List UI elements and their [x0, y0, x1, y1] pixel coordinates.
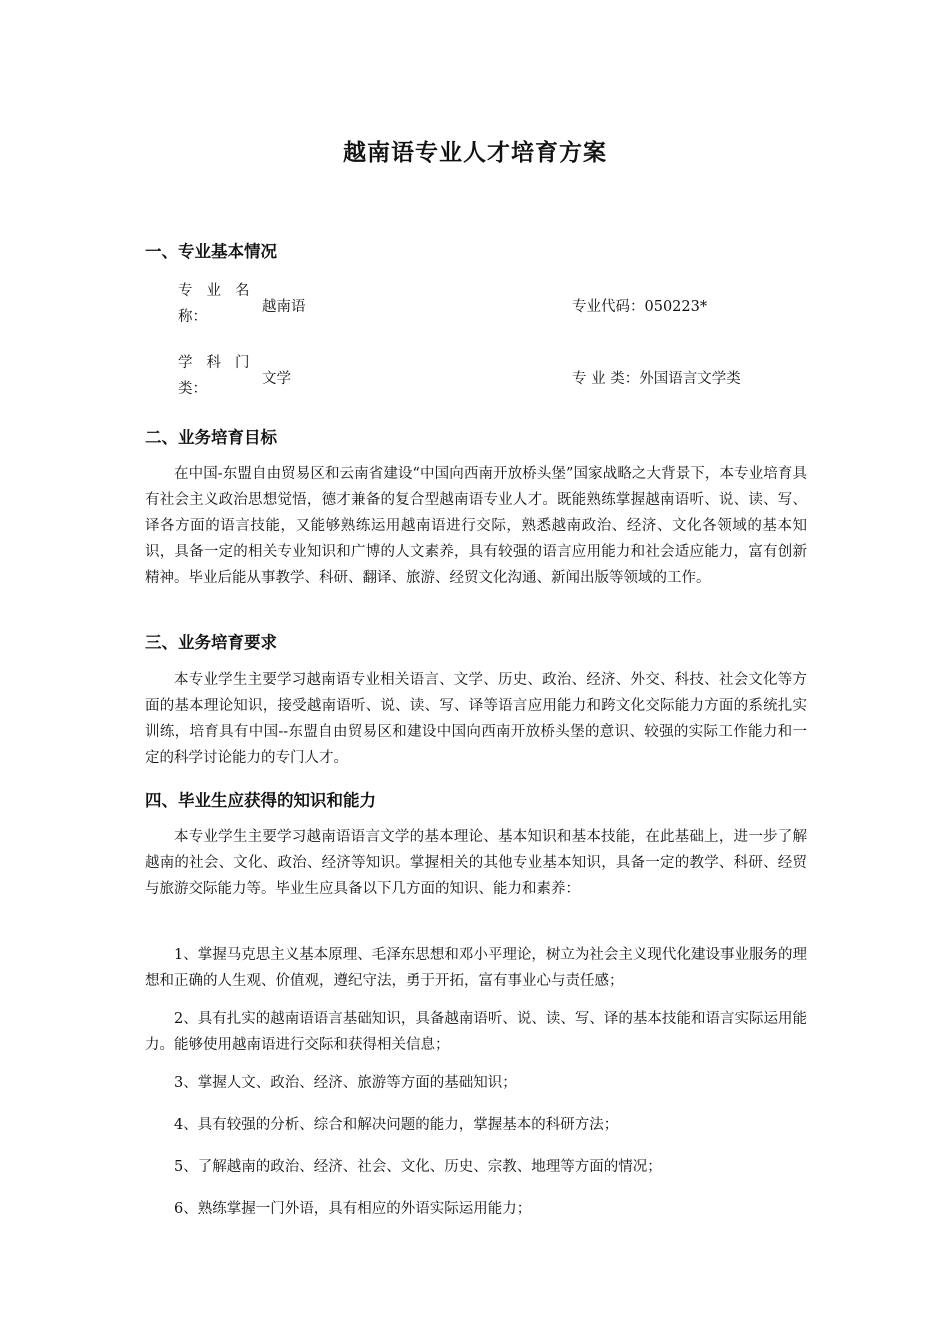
list-item: 6、熟练掌握一门外语，具有相应的外语实际运用能力；	[174, 1201, 532, 1217]
major-name-value: 越南语	[262, 299, 306, 315]
discipline-label-cont: 类：	[178, 381, 207, 397]
list-item: 4、具有较强的分析、综合和解决问题的能力，掌握基本的科研方法；	[174, 1117, 619, 1133]
goals-paragraph: 在中国-东盟自由贸易区和云南省建设“中国向西南开放桥头堡”国家战略之大背景下，本专业培育具有社会主义政治思想觉悟，德才兼备的复合型越南语专业人才。既能熟练掌握越南语听、说、读、写、译各方面的语言技能，又能够熟练运用越南语进行交际，熟悉越南政治、经济、文化各领域的基本知识，具备一定的相关专业知识和广博的人文素养，具有较强的语言应用能力和社会适应能力，富有创新精神。毕业后能从事教学、科研、翻译、旅游、经贸文化沟通、新闻出版等领域的工作。	[145, 466, 807, 586]
major-name-label-cont: 称：	[178, 309, 207, 325]
list-item: 5、了解越南的政治、经济、社会、文化、历史、宗教、地理等方面的情况；	[174, 1159, 662, 1175]
list-item: 1、掌握马克思主义基本原理、毛泽东思想和邓小平理论，树立为社会主义现代化建设事业服务的理想和正确的人生观、价值观，遵纪守法，勇于开拓，富有事业心与责任感；	[145, 947, 807, 989]
section-heading-requirements: 三、业务培育要求	[145, 633, 277, 652]
discipline-value: 文学	[262, 371, 291, 387]
section-heading-goals: 二、业务培育目标	[145, 428, 277, 447]
discipline-label: 学科门	[178, 355, 264, 371]
knowledge-paragraph: 本专业学生主要学习越南语语言文学的基本理论、基本知识和基本技能，在此基础上，进一步了解越南的社会、文化、政治、经济等知识。掌握相关的其他专业基本知识，具备一定的教学、科研、经贸与旅游交际能力等。毕业生应具备以下几方面的知识、能力和素养：	[145, 829, 807, 897]
list-item: 3、掌握人文、政治、经济、旅游等方面的基础知识；	[174, 1075, 517, 1091]
section-heading-basic-info: 一、专业基本情况	[145, 242, 277, 261]
major-code: 专业代码：050223*	[572, 299, 708, 315]
major-category: 专 业 类：外国语言文学类	[572, 371, 741, 387]
requirements-paragraph: 本专业学生主要学习越南语专业相关语言、文学、历史、政治、经济、外交、科技、社会文化等方面的基本理论知识，接受越南语听、说、读、写、译等语言应用能力和跨文化交际能力方面的系统扎实训练，培育具有中国--东盟自由贸易区和建设中国向西南开放桥头堡的意识、较强的实际工作能力和一定的科学讨论能力的专门人才。	[145, 672, 807, 766]
section-heading-knowledge: 四、毕业生应获得的知识和能力	[145, 791, 376, 810]
major-name-label: 专业名	[178, 283, 264, 299]
list-item: 2、具有扎实的越南语语言基础知识，具备越南语听、说、读、写、译的基本技能和语言实际运用能力。能够使用越南语进行交际和获得相关信息；	[145, 1011, 807, 1053]
document-title: 越南语专业人才培育方案	[343, 140, 607, 166]
